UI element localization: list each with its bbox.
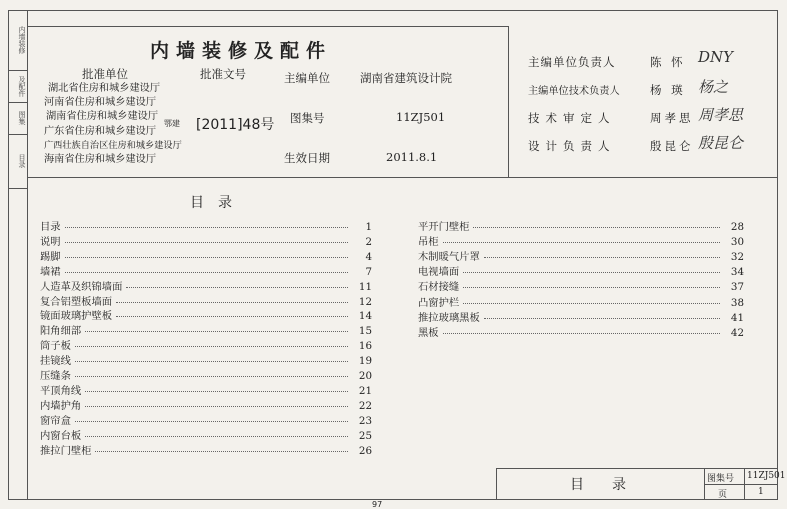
title-block-name: 目录 (570, 477, 654, 493)
resp-role: 设计负责人 (528, 139, 616, 153)
header-top-rule (28, 26, 508, 27)
toc-leader (65, 272, 348, 273)
toc-item-label: 吊柜 (418, 236, 439, 249)
approval-unit-label: 批准单位 (82, 67, 128, 81)
toc-leader (85, 391, 348, 392)
toc-leader (75, 376, 348, 377)
toc-item-page: 19 (358, 355, 372, 368)
toc-item-label: 目录 (40, 221, 61, 233)
sidebar-cell: 内墙装修 (8, 10, 27, 71)
responsible-block (520, 48, 770, 168)
toc-leader (463, 303, 720, 304)
toc-item (40, 339, 372, 353)
resp-name: 杨 瑛 (650, 83, 686, 97)
page-title: 内墙装修及配件 (150, 40, 333, 62)
sidebar-cell: 目录 (8, 134, 27, 189)
toc-item-page: 22 (358, 399, 372, 412)
toc-leader (126, 287, 348, 288)
toc-item-page: 34 (730, 266, 744, 279)
toc-item-page: 2 (365, 235, 372, 248)
toc-item (40, 414, 372, 428)
toc-item (40, 295, 372, 309)
toc-item-page: 25 (358, 429, 372, 442)
toc-item (40, 399, 372, 413)
title-block-page-value: 1 (758, 487, 764, 497)
resp-name: 殷昆仑 (650, 139, 694, 153)
toc-item-page: 20 (358, 370, 372, 382)
resp-role: 主编单位负责人 (528, 55, 616, 69)
toc-left-column (40, 220, 372, 460)
toc-item (40, 235, 372, 249)
toc-item-page: 21 (358, 384, 372, 397)
toc-item-page: 7 (365, 265, 372, 278)
toc-item (418, 280, 744, 294)
agency-item: 湖南省住房和城乡建设厅 (46, 111, 159, 123)
toc-item-label: 平开门壁柜 (418, 221, 470, 233)
sidebar-cell (8, 188, 27, 500)
toc-item-label: 复合铝塑板墙面 (40, 295, 113, 308)
toc-item-page: 41 (730, 311, 744, 324)
toc-item (40, 429, 372, 443)
toc-leader (65, 257, 348, 258)
toc-item (418, 311, 744, 325)
toc-leader (75, 346, 348, 347)
toc-leader (463, 287, 720, 288)
toc-item-page: 32 (730, 251, 744, 264)
toc-item-label: 筒子板 (40, 340, 71, 353)
toc-leader (65, 242, 348, 243)
toc-item-page: 42 (730, 326, 744, 339)
toc-item (418, 250, 744, 264)
toc-item (418, 326, 744, 340)
toc-leader (85, 331, 348, 332)
signature-image: 殷昆仑 (698, 134, 744, 152)
toc-item-page: 16 (358, 340, 372, 353)
toc-item-label: 凸窗护栏 (418, 296, 460, 309)
resp-role: 技术审定人 (528, 111, 616, 125)
atlas-no-label: 图集号 (290, 111, 325, 125)
sidebar-cell: 及配件 (8, 70, 27, 103)
toc-item-page: 14 (358, 310, 372, 323)
toc-item (40, 324, 372, 338)
title-block-atlas-value: 11ZJ501 (747, 471, 786, 481)
toc-item-page: 15 (358, 325, 372, 338)
toc-item (40, 265, 372, 279)
sidebar-cell: 图集 (8, 102, 27, 135)
toc-item-label: 黑板 (418, 326, 439, 339)
page-number: 97 (372, 500, 383, 509)
atlas-no-value: 11ZJ501 (396, 110, 446, 124)
toc-item-page: 11 (358, 280, 372, 293)
toc-item-label: 石材接缝 (418, 281, 460, 294)
toc-item-label: 人造革及织锦墙面 (40, 280, 123, 293)
agency-item: 海南省住房和城乡建设厅 (44, 154, 157, 166)
header-divider (508, 26, 509, 178)
toc-leader (463, 272, 720, 273)
toc-item-page: 28 (730, 221, 744, 233)
effective-date-label: 生效日期 (284, 151, 330, 165)
toc-leader (85, 436, 348, 437)
toc-item-label: 墙裙 (40, 265, 61, 278)
toc-item (418, 235, 744, 249)
signature-image: 杨之 (698, 78, 729, 96)
approval-doc-label: 批准文号 (200, 67, 246, 81)
toc-title: 目录 (190, 195, 246, 211)
toc-leader (116, 316, 348, 317)
toc-item (418, 220, 744, 234)
toc-item-page: 38 (730, 296, 744, 309)
toc-leader (443, 242, 720, 243)
toc-leader (116, 302, 348, 303)
toc-leader (473, 227, 720, 228)
toc-item-label: 说明 (40, 235, 61, 248)
toc-item-label: 平顶角线 (40, 384, 82, 397)
resp-role: 主编单位技术负责人 (528, 86, 620, 97)
toc-item-page: 12 (358, 295, 372, 308)
resp-name: 周孝思 (650, 111, 694, 125)
agency-item: 广西壮族自治区住房和城乡建设厅 (44, 139, 182, 151)
toc-item-label: 阳角细部 (40, 325, 82, 338)
toc-item-label: 电视墙面 (418, 266, 460, 279)
toc-item-label: 压缝条 (40, 370, 71, 382)
toc-item-page: 30 (730, 236, 744, 249)
title-block-page-label: 页 (718, 490, 728, 500)
resp-name: 陈 怀 (650, 55, 686, 69)
toc-item-label: 挂镜线 (40, 355, 71, 368)
toc-item (40, 369, 372, 383)
toc-leader (95, 451, 348, 452)
agency-item: 广东省住房和城乡建设厅 (44, 125, 157, 137)
toc-item-page: 26 (358, 444, 372, 457)
toc-item-label: 踢脚 (40, 250, 61, 263)
toc-item (40, 309, 372, 323)
toc-leader (484, 318, 720, 319)
signature-image: DNY (698, 48, 734, 66)
chief-unit-label: 主编单位 (284, 71, 330, 85)
toc-item-label: 木制暖气片罩 (418, 251, 480, 264)
toc-item-page: 4 (365, 250, 372, 263)
toc-item-label: 内窗台板 (40, 429, 82, 442)
toc-leader (75, 361, 348, 362)
toc-item (40, 250, 372, 264)
toc-item-page: 37 (730, 281, 744, 294)
title-block-atlas-label: 图集号 (707, 474, 735, 484)
toc-item-page: 1 (365, 221, 372, 233)
toc-leader (443, 333, 720, 334)
left-sidebar (8, 10, 28, 500)
effective-date-value: 2011.8.1 (386, 150, 438, 164)
toc-item-page: 23 (358, 414, 372, 427)
toc-right-column (418, 220, 744, 340)
toc-item (40, 444, 372, 458)
toc-item-label: 推拉玻璃黑板 (418, 311, 480, 324)
agency-item: 湖北省住房和城乡建设厅 (48, 83, 161, 94)
agency-item: 河南省住房和城乡建设厅 (44, 97, 157, 109)
toc-item (40, 280, 372, 294)
toc-leader (65, 227, 348, 228)
title-block-rule (704, 484, 778, 485)
toc-item (40, 354, 372, 368)
toc-item-label: 推拉门壁柜 (40, 444, 92, 457)
toc-leader (85, 406, 348, 407)
toc-item-label: 镜面玻璃护壁板 (40, 310, 113, 323)
toc-item (40, 384, 372, 398)
toc-item (40, 220, 372, 234)
signature-image: 周孝思 (698, 106, 744, 124)
toc-leader (484, 257, 720, 258)
toc-item (418, 296, 744, 310)
approval-prefix: 鄂建 (164, 119, 180, 128)
toc-item-label: 窗帘盒 (40, 414, 71, 427)
toc-item (418, 265, 744, 279)
chief-unit-value: 湖南省建筑设计院 (360, 71, 452, 85)
toc-leader (75, 421, 348, 422)
approval-number: [2011]48号 (196, 117, 275, 133)
toc-item-label: 内墙护角 (40, 399, 82, 412)
